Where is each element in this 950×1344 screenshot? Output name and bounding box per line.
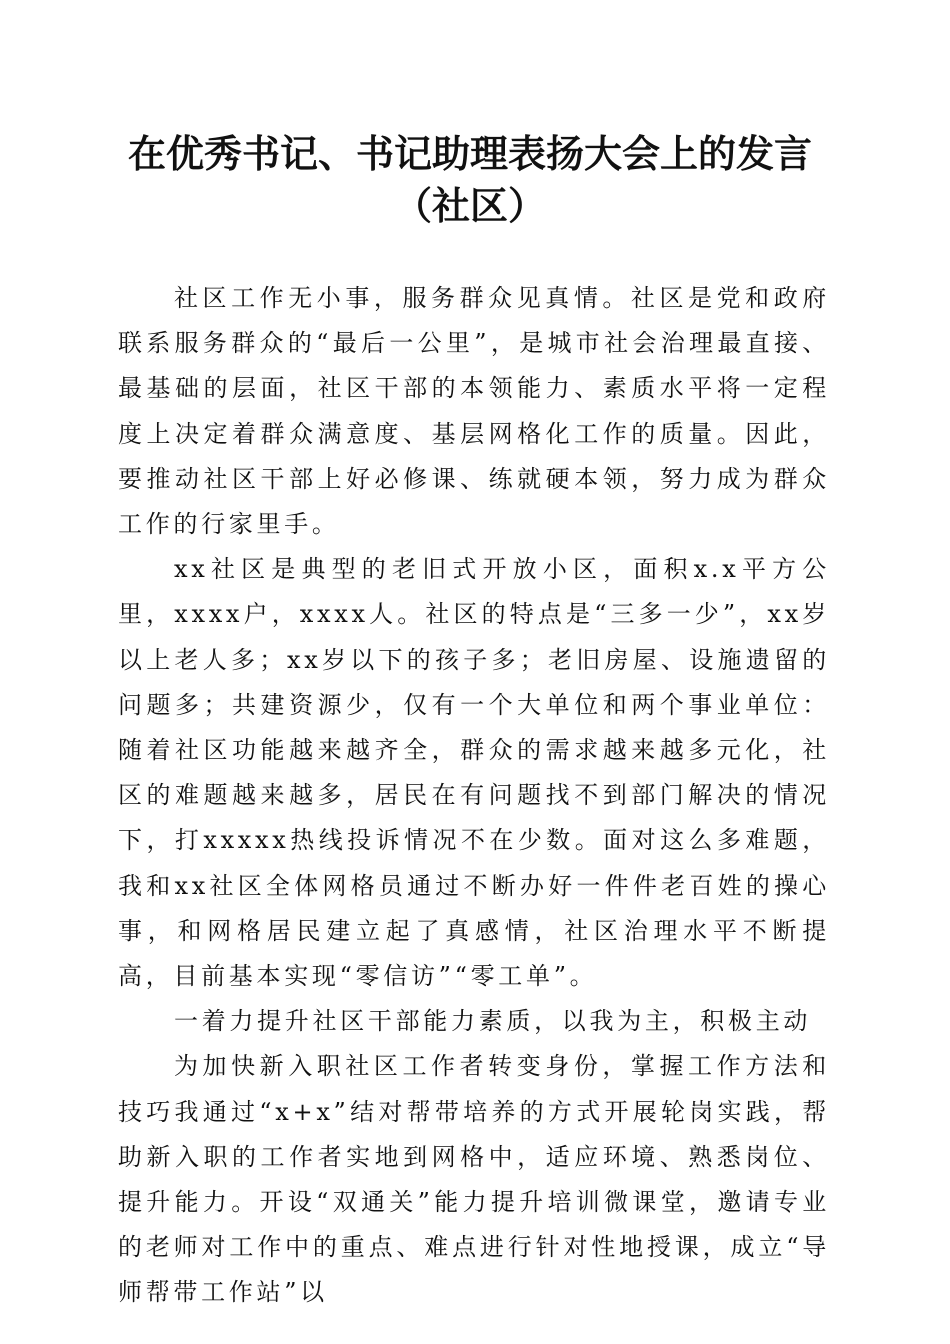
paragraph-community-overview: xx社区是典型的老旧式开放小区，面积x.x平方公里，xxxx户，xxxx人。社区的特点是“三多一少”，xx岁以上老人多；xx岁以下的孩子多；老旧房屋、设施遗留的问题多；共建资源少，仅有一个大单位和两个事业单位：随着社区功能越来越齐全，群众的需求越来越多元化，社区的难题越来越多，居民在有问题找不到部门解决的情况下，打xxxxx热线投诉情况不在少数。面对这么多难题，我和xx社区全体网格员通过不断办好一件件老百姓的操心事，和网格居民建立起了真感情，社区治理水平不断提高，目前基本实现“零信访”“零工单”。 [118,555,830,991]
paragraph-intro: 社区工作无小事，服务群众见真情。社区是党和政府联系服务群众的“最后一公里”，是城市社会治理最直接、最基础的层面，社区干部的本领能力、素质水平将一定程度上决定着群众满意度、基层网格化工作的质量。因此，要推动社区干部上好必修课、练就硬本领，努力成为群众工作的行家里手。 [118,284,830,539]
section-heading-capability: 一着力提升社区干部能力素质，以我为主，积极主动 [174,1007,812,1036]
paragraph-training: 为加快新入职社区工作者转变身份，掌握工作方法和技巧我通过“x+x”结对帮带培养的方式开展轮岗实践，帮助新入职的工作者实地到网格中，适应环境、熟悉岗位、提升能力。开设“双通关”能力提升培训微课堂，邀请专业的老师对工作中的重点、难点进行针对性地授课，成立“导师帮带工作站”以 [118,1052,830,1307]
document-title: 在优秀书记、书记助理表扬大会上的发言（社区） [127,131,812,228]
document-body [118,276,830,1316]
